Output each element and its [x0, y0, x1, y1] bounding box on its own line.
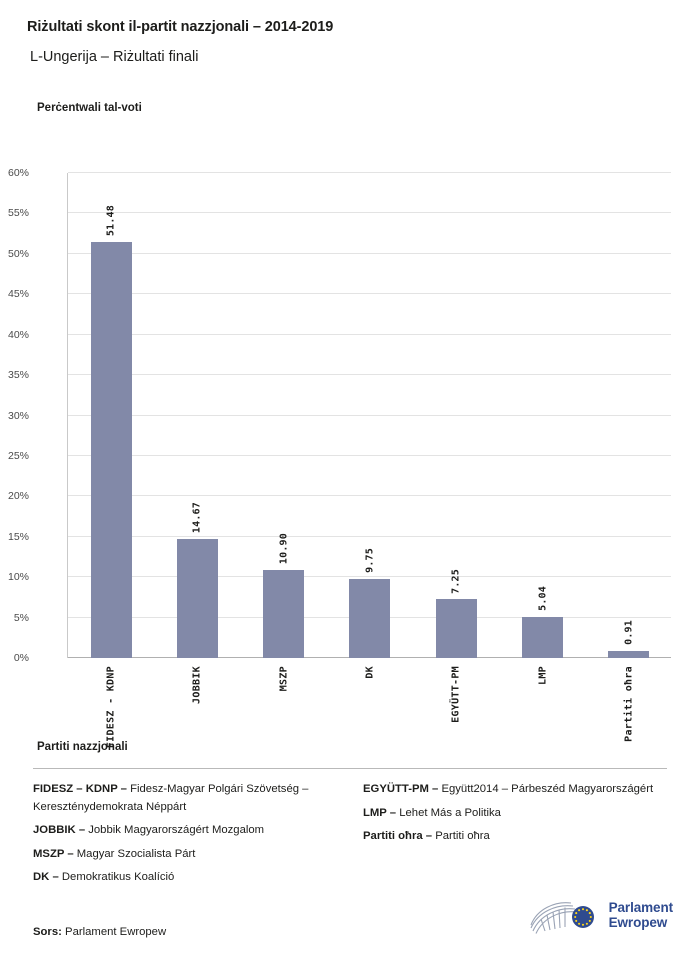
party-legend-item [363, 805, 673, 823]
bar[interactable] [522, 617, 563, 658]
party-full-name: Demokratikus Koalíció [58, 871, 175, 883]
bar-group[interactable] [327, 173, 413, 679]
logo-line-1: Parlament [608, 900, 673, 915]
party-abbr: MSZP – [33, 847, 74, 860]
x-axis-category-label: EGYÜTT-PM [450, 666, 462, 723]
bar-series [68, 173, 672, 749]
chart-caption: Perċentwali tal-voti [37, 102, 142, 114]
logo-line-2: Ewropew [608, 915, 668, 930]
bar-group[interactable] [68, 173, 154, 749]
bar-group[interactable] [413, 173, 499, 723]
y-axis-tick-label: 20% [7, 490, 29, 503]
plot-inner [67, 173, 671, 749]
x-axis-category-label: LMP [537, 666, 549, 685]
source-label: Sors: [33, 926, 62, 938]
bar-group[interactable] [154, 173, 240, 704]
plot-area [7, 167, 671, 766]
y-axis-tick-label: 25% [7, 449, 29, 462]
bar-value-label: 14.67 [191, 502, 203, 534]
y-axis-tick-label: 40% [7, 328, 29, 341]
bar-group[interactable] [586, 173, 672, 742]
logo-text [609, 900, 673, 930]
party-full-name: Fidesz-Magyar Polgári Szövetség – Kereszténydemokrata Néppárt [33, 783, 309, 813]
parties-column-right [363, 781, 673, 893]
y-axis-tick-label: 35% [7, 369, 29, 382]
bar-value-label: 9.75 [364, 548, 376, 574]
y-axis-tick-label: 50% [7, 247, 29, 260]
bar-value-label: 51.48 [105, 204, 117, 236]
party-legend-item [33, 822, 363, 840]
x-axis-category-label: JOBBIK [191, 666, 203, 704]
y-axis-tick-label: 0% [13, 652, 29, 664]
y-axis-tick-label: 15% [7, 530, 29, 543]
party-abbr: Partiti oħra – [363, 830, 433, 842]
parties-column-left [33, 781, 363, 893]
european-parliament-logo [527, 895, 673, 935]
x-axis-category-label: Partiti oħra [623, 666, 635, 742]
party-legend-item [33, 781, 363, 816]
party-abbr: DK – [33, 871, 59, 883]
x-axis-category-label: MSZP [278, 666, 290, 692]
bar-value-label: 5.04 [537, 586, 549, 612]
page-title: Riżultati skont il-partit nazzjonali – 2014-2019 [27, 19, 334, 35]
x-axis-category-label: DK [364, 666, 376, 679]
parties-legend [33, 781, 673, 893]
bar[interactable] [263, 570, 304, 658]
party-legend-item [363, 781, 673, 799]
party-abbr: JOBBIK – [33, 824, 86, 836]
y-axis-tick-label: 55% [7, 207, 29, 220]
party-full-name: Lehet Más a Politika [396, 806, 501, 819]
party-abbr: EGYÜTT-PM – [363, 783, 439, 795]
party-legend-item [363, 828, 673, 846]
bar-group[interactable] [499, 173, 585, 685]
party-abbr: LMP – [363, 806, 397, 819]
page-subtitle: L-Ungerija – Riżultati finali [30, 49, 199, 65]
bar-value-label: 7.25 [450, 568, 462, 594]
y-axis-tick-label: 45% [7, 288, 29, 301]
parties-heading: Partiti nazzjonali [37, 741, 128, 753]
bar[interactable] [608, 651, 649, 658]
bar[interactable] [91, 242, 132, 658]
party-full-name: Jobbik Magyarországért Mozgalom [85, 824, 265, 836]
parties-divider [33, 768, 667, 769]
y-axis-tick-label: 60% [7, 167, 29, 179]
party-abbr: FIDESZ – KDNP – [33, 783, 127, 795]
party-full-name: Együtt2014 – Párbeszéd Magyarországért [438, 783, 654, 795]
bar-group[interactable] [241, 173, 327, 692]
party-full-name: Magyar Szocialista Párt [73, 847, 196, 860]
bar-value-label: 0.91 [623, 619, 635, 645]
y-axis-tick-label: 10% [7, 571, 29, 584]
x-axis-category-label: FIDESZ - KDNP [105, 666, 117, 749]
bar-value-label: 10.90 [278, 532, 290, 564]
bar[interactable] [177, 539, 218, 658]
y-axis-tick-label: 5% [13, 611, 29, 624]
source-value: Parlament Ewropew [65, 926, 167, 938]
party-full-name: Partiti oħra [432, 830, 490, 842]
party-legend-item [33, 846, 363, 864]
bar[interactable] [436, 599, 477, 658]
parliament-emblem-icon [527, 895, 601, 935]
party-legend-item [33, 869, 363, 887]
source-line [33, 926, 166, 938]
y-axis-tick-label: 30% [7, 409, 29, 422]
bar[interactable] [349, 579, 390, 658]
